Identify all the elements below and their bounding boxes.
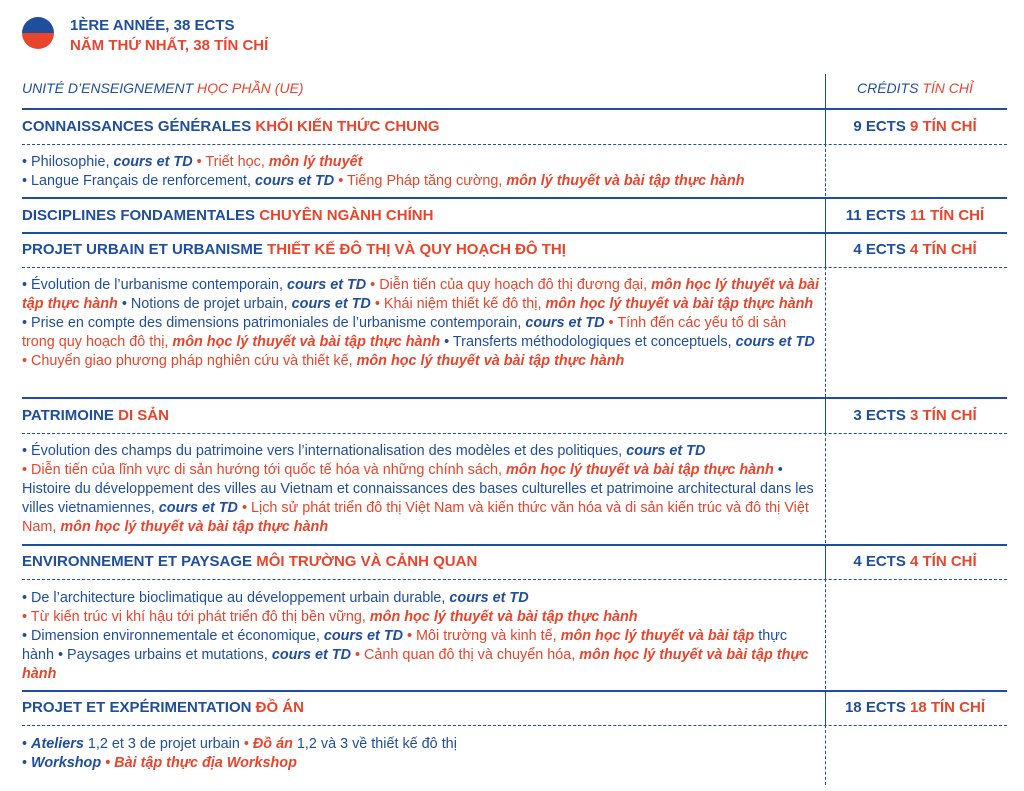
course-type: cours et TD [735, 334, 815, 350]
column-divider [825, 546, 826, 579]
course-text: • Tính đến các yếu tố di sản trong quy hoạch đô thị, [22, 315, 787, 350]
course-text: • Chuyển giao phương pháp nghiên cứu và thiết kế, [22, 353, 357, 369]
course-text: • Diễn tiến của quy hoạch đô thị đương đại, [366, 277, 652, 293]
course-type: cours et TD [287, 277, 367, 293]
section-title-fr: PROJET ET EXPÉRIMENTATION [22, 699, 252, 716]
section-rule [22, 690, 1007, 692]
column-divider [825, 579, 826, 689]
section-rule [22, 232, 1007, 234]
credits-ects: 4 ECTS [853, 241, 906, 258]
credits-tc: 11 TÍN CHỈ [910, 207, 985, 224]
row-divider [22, 579, 1007, 580]
column-divider [825, 199, 826, 232]
credits-tc: 3 TÍN CHỈ [910, 407, 977, 424]
course-type: cours et TD [158, 500, 238, 516]
credits-ects: 11 ECTS [845, 207, 906, 224]
section-title-projet-urbain [22, 241, 566, 258]
section-title-vi: DI SẢN [118, 407, 169, 424]
column-header-credits-vi: TÍN CHỈ [922, 80, 973, 96]
credits-general [830, 118, 1000, 135]
course-type: cours et TD [525, 315, 605, 331]
course-type: môn học lý thuyết và bài tập thực hành [356, 353, 625, 369]
row-divider [22, 725, 1007, 726]
course-text: • Diễn tiến của lĩnh vực di sản hướng tới quốc tế hóa và những chính sách, [22, 462, 507, 478]
course-type: Ateliers [31, 736, 84, 752]
course-text: • Prise en compte des dimensions patrimoniales de l’urbanisme contemporain, [22, 315, 526, 331]
column-divider [825, 234, 826, 267]
column-header-ue [22, 80, 304, 96]
course-text: 1,2 và 3 về thiết kế đô thị [292, 736, 457, 752]
section-title-fr: DISCIPLINES FONDAMENTALES [22, 207, 256, 224]
column-divider [825, 144, 826, 196]
credits-patrimoine [830, 407, 1000, 424]
course-type: Đồ án [252, 736, 293, 752]
credits-tc: 18 TÍN CHỈ [910, 699, 986, 716]
section-rule [22, 397, 1007, 399]
course-type: môn học lý thuyết và bài tập thực hành [545, 296, 814, 312]
section-title-fr: PATRIMOINE [22, 407, 114, 424]
course-text: • Histoire du développement des villes au Vietnam et connaissances des bases culturelles et patrimoine architectural dans les villes vietnamiennes, [22, 462, 814, 516]
credits-experimentation [830, 699, 1000, 716]
section-title-environnement [22, 553, 477, 570]
course-text: • Dimension environnementale et économique, [22, 628, 324, 644]
credits-ects: 9 ECTS [853, 118, 906, 135]
course-list-environnement [22, 589, 820, 684]
course-type: môn học lý thuyết và bài tập thực hành [22, 647, 809, 682]
column-divider [825, 399, 826, 433]
section-title-vi: CHUYÊN NGÀNH CHÍNH [259, 207, 434, 224]
column-header-ue-fr: UNITÉ D’ENSEIGNEMENT [22, 80, 194, 96]
course-type: môn học lý thuyết và bài tập thực hành [369, 609, 638, 625]
course-type: môn học lý thuyết và bài tập thực hành [506, 462, 774, 478]
course-text: thực hành • Paysages urbains et mutations, [22, 628, 788, 663]
section-title-general [22, 118, 439, 135]
course-type: môn học lý thuyết và bài tập [560, 628, 755, 644]
course-text: • Transferts méthodologiques et conceptuels, [440, 334, 736, 350]
section-title-fr: PROJET URBAIN ET URBANISME [22, 241, 263, 258]
course-type: cours et TD [449, 590, 529, 606]
course-text: • Triết học, [192, 154, 269, 170]
credits-fondamentales [830, 207, 1000, 224]
row-divider [22, 144, 1007, 145]
section-title-fr: ENVIRONNEMENT ET PAYSAGE [22, 553, 253, 570]
credits-projet-urbain [830, 241, 1000, 258]
course-text: • Khái niệm thiết kế đô thị, [370, 296, 546, 312]
credits-ects: 4 ECTS [853, 553, 906, 570]
credits-tc: 4 TÍN CHỈ [910, 553, 977, 570]
course-type: môn học lý thuyết và bài tập thực hành [60, 519, 329, 535]
course-list-general [22, 153, 820, 191]
course-type: cours et TD [291, 296, 371, 312]
credits-tc: 9 TÍN CHỈ [910, 118, 977, 135]
row-divider [22, 433, 1007, 434]
column-divider [825, 74, 826, 109]
course-type: cours et TD [255, 173, 335, 189]
course-type: cours et TD [113, 154, 193, 170]
course-text: • [22, 755, 32, 771]
column-divider [825, 267, 826, 397]
course-text: • Lịch sử phát triển đô thị Việt Nam và kiến thức văn hóa và di sản kiến trúc và đô thị Việt Nam, [22, 500, 809, 535]
section-title-fondamentales [22, 207, 433, 224]
course-type: môn lý thuyết [268, 154, 363, 170]
section-title-fr: CONNAISSANCES GÉNÉRALES [22, 118, 252, 135]
column-divider [825, 725, 826, 785]
year-title-fr: 1ÈRE ANNÉE, 38 ECTS [70, 17, 235, 34]
course-text: • Évolution des champs du patrimoine vers l’internationalisation des modèles et des politiques, [22, 443, 627, 459]
course-text: • De l’architecture bioclimatique au développement urbain durable, [22, 590, 450, 606]
header-rule [22, 108, 1007, 110]
course-type: môn học lý thuyết và bài tập thực hành [22, 277, 820, 312]
course-type: Workshop [31, 755, 102, 771]
course-text: 1,2 et 3 de projet urbain [83, 736, 244, 752]
course-type: cours et TD [323, 628, 403, 644]
flag-circle-icon [22, 17, 54, 49]
course-type: • Bài tập thực địa Workshop [101, 755, 297, 771]
credits-ects: 3 ECTS [853, 407, 906, 424]
course-type: cours et TD [626, 443, 706, 459]
course-text: • Từ kiến trúc vi khí hậu tới phát triển đô thị bền vững, [22, 609, 370, 625]
course-type: môn lý thuyết và bài tập thực hành [506, 173, 745, 189]
credits-ects: 18 ECTS [844, 699, 906, 716]
course-list-experimentation [22, 735, 820, 773]
credits-environnement [830, 553, 1000, 570]
course-text: • Philosophie, [22, 154, 114, 170]
section-title-vi: MÔI TRƯỜNG VÀ CẢNH QUAN [256, 553, 478, 570]
row-divider [22, 267, 1007, 268]
section-title-vi: THIẾT KẾ ĐÔ THỊ VÀ QUY HOẠCH ĐÔ THỊ [267, 241, 566, 258]
section-rule [22, 544, 1007, 546]
course-list-patrimoine [22, 442, 820, 537]
course-type: môn học lý thuyết và bài tập thực hành [172, 334, 441, 350]
course-text: • Môi trường và kinh tế, [403, 628, 561, 644]
course-text: • Notions de projet urbain, [117, 296, 292, 312]
column-header-ue-vi: HỌC PHẦN (UE) [197, 80, 304, 96]
course-list-projet-urbain [22, 276, 820, 371]
section-title-vi: ĐỒ ÁN [255, 699, 304, 716]
course-text: • [243, 736, 253, 752]
credits-tc: 4 TÍN CHỈ [910, 241, 977, 258]
column-header-credits-fr: CRÉDITS [857, 80, 919, 96]
course-type: cours et TD [271, 647, 351, 663]
column-divider [825, 692, 826, 725]
column-header-credits [857, 80, 973, 96]
section-title-experimentation [22, 699, 304, 716]
course-text: • Tiếng Pháp tăng cường, [334, 173, 507, 189]
course-text: • Langue Français de renforcement, [22, 173, 256, 189]
section-rule [22, 197, 1007, 199]
column-divider [825, 110, 826, 144]
course-text: • [22, 736, 32, 752]
section-title-vi: KHỐI KIẾN THỨC CHUNG [255, 118, 440, 135]
course-text: • Cảnh quan đô thị và chuyển hóa, [351, 647, 580, 663]
column-divider [825, 433, 826, 543]
section-title-patrimoine [22, 407, 169, 424]
year-title-vi: NĂM THỨ NHẤT, 38 TÍN CHỈ [70, 37, 269, 54]
course-text: • Évolution de l’urbanisme contemporain, [22, 277, 288, 293]
